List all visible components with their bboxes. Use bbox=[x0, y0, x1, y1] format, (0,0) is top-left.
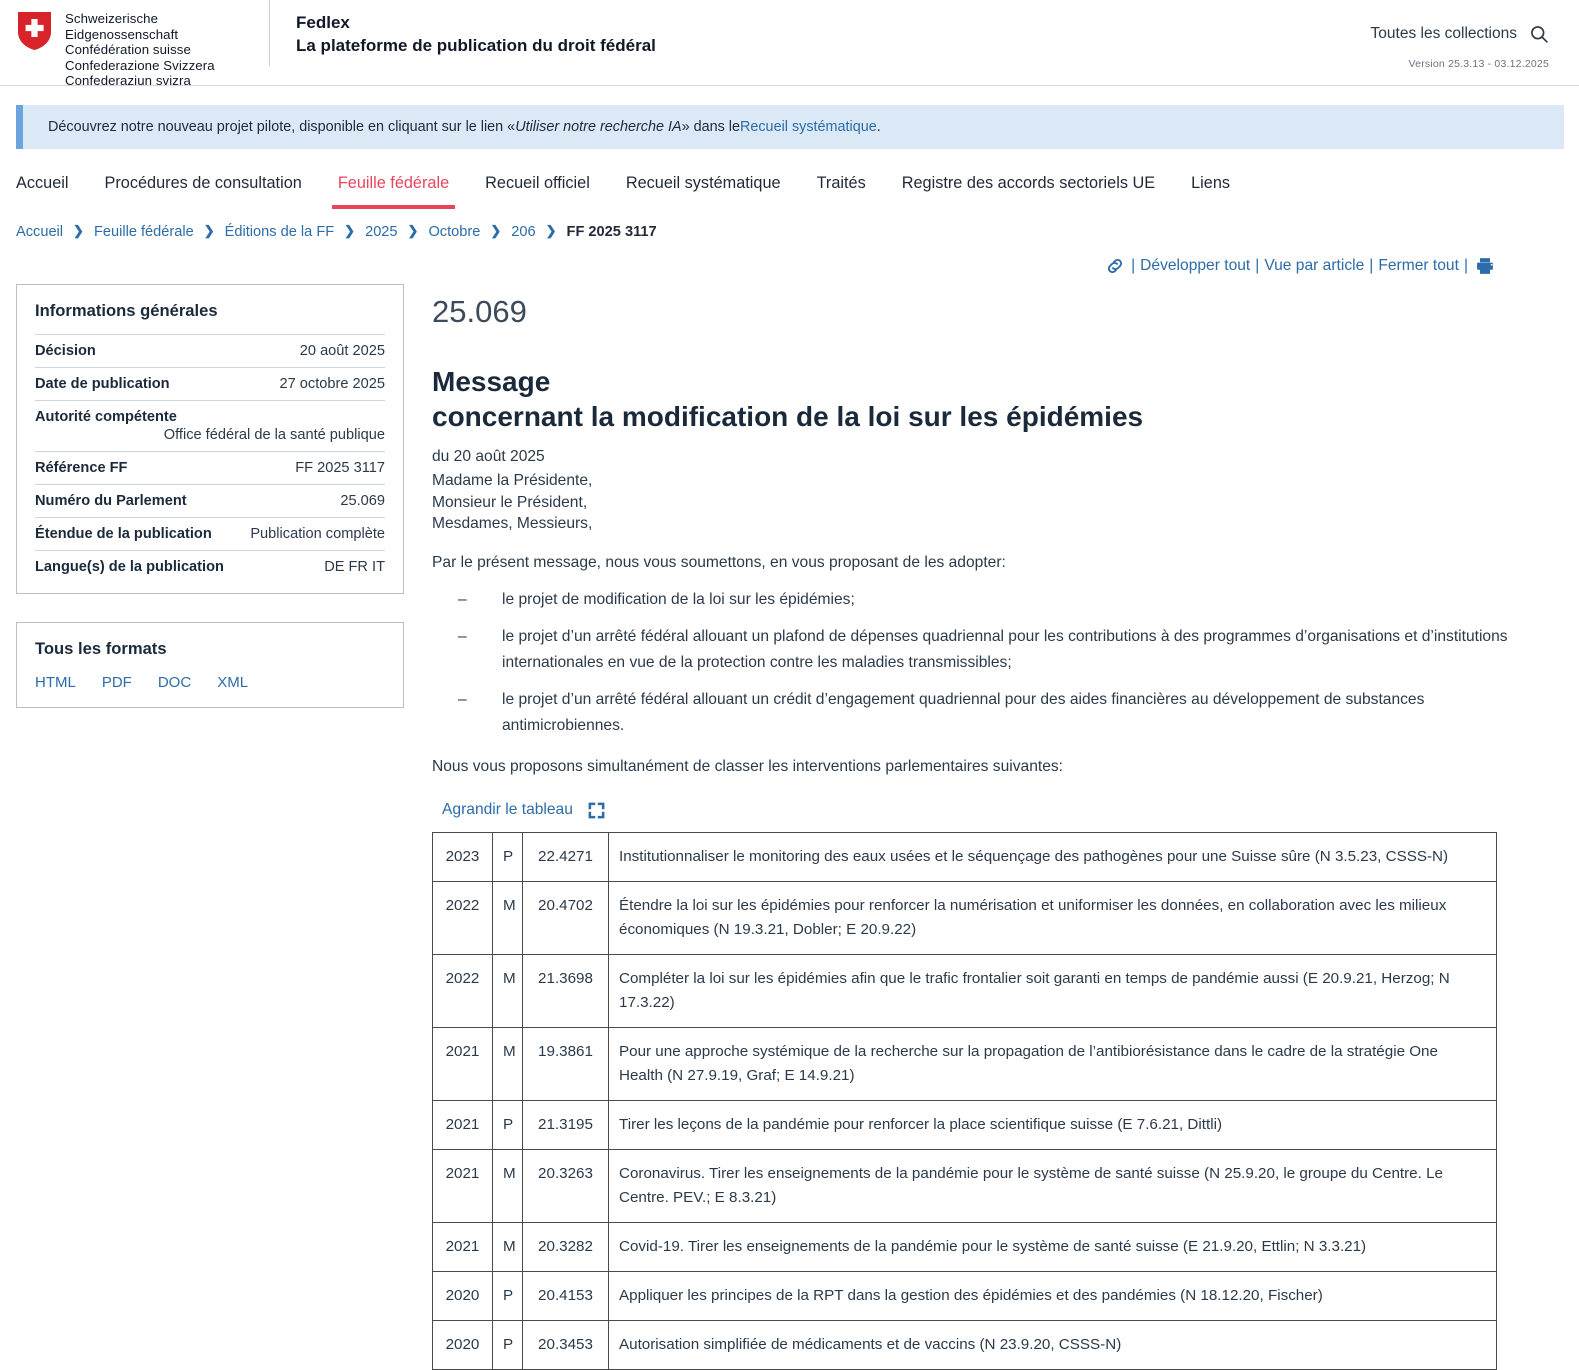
cell-type: P bbox=[493, 1320, 523, 1369]
cell-year: 2022 bbox=[433, 881, 493, 954]
info-key: Langue(s) de la publication bbox=[35, 559, 224, 575]
notice-link-recueil-systematique[interactable]: Recueil systématique bbox=[739, 119, 877, 135]
nav-item-liens[interactable] bbox=[1191, 174, 1250, 209]
intro-paragraph: Par le présent message, nous vous soumettons, en vous proposant de les adopter: bbox=[432, 553, 1006, 571]
nav-label: Recueil officiel bbox=[485, 173, 590, 192]
toolbar-separator: | bbox=[1255, 257, 1260, 274]
cell-number: 20.3453 bbox=[523, 1320, 609, 1369]
confederation-logo-block[interactable] bbox=[0, 0, 270, 89]
document-title-line2: concernant la modification de la loi sur les épidémies bbox=[432, 401, 1144, 432]
closing-paragraph: Nous vous proposons simultanément de classer les interventions parlementaires suivantes: bbox=[432, 757, 1063, 775]
info-row-reference-ff bbox=[35, 451, 385, 484]
info-row-autorite-competente bbox=[35, 400, 385, 451]
nav-item-feuille-federale[interactable] bbox=[338, 174, 469, 209]
table-row bbox=[433, 1271, 1497, 1320]
cell-number: 19.3861 bbox=[523, 1027, 609, 1100]
table-row bbox=[433, 1027, 1497, 1100]
conf-line-fr: Confédération suisse bbox=[65, 42, 191, 58]
notice-text-before: Découvrez notre nouveau projet pilote, disponible en cliquant sur le lien « bbox=[48, 119, 516, 135]
info-row-date-publication bbox=[35, 367, 385, 400]
document-date: du 20 août 2025 bbox=[432, 448, 545, 465]
search-icon[interactable] bbox=[1529, 24, 1549, 44]
info-key: Numéro du Parlement bbox=[35, 493, 187, 509]
salutation-block bbox=[432, 470, 1535, 535]
language-links[interactable]: DE FR IT bbox=[324, 559, 385, 575]
conf-line-rm: Confederaziun svizra bbox=[65, 73, 191, 89]
nav-item-recueil-systematique[interactable] bbox=[626, 174, 801, 209]
document-content bbox=[404, 284, 1579, 1370]
cell-number: 20.4153 bbox=[523, 1271, 609, 1320]
nav-label: Feuille fédérale bbox=[337, 173, 450, 192]
breadcrumb-item-current: FF 2025 3117 bbox=[566, 224, 657, 240]
format-link-xml[interactable]: XML bbox=[217, 674, 249, 691]
cell-type: P bbox=[493, 832, 523, 881]
header-right bbox=[1371, 0, 1579, 70]
nav-item-registre-accords-sectoriels-ue[interactable] bbox=[902, 174, 1175, 209]
cell-description: Tirer les leçons de la pandémie pour renforcer la place scientifique suisse (E 7.6.21, Dittli) bbox=[609, 1100, 1497, 1149]
version-label: Version 25.3.13 - 03.12.2025 bbox=[1408, 58, 1549, 70]
nav-item-accueil[interactable] bbox=[16, 174, 89, 209]
format-link-html[interactable]: HTML bbox=[35, 674, 76, 691]
panel-title-all-formats: Tous les formats bbox=[35, 639, 167, 658]
table-row bbox=[433, 1100, 1497, 1149]
info-key: Décision bbox=[35, 343, 96, 359]
cell-year: 2022 bbox=[433, 954, 493, 1027]
cell-year: 2021 bbox=[433, 1222, 493, 1271]
info-value: 27 octobre 2025 bbox=[279, 376, 385, 392]
info-row-numero-parlement bbox=[35, 484, 385, 517]
info-value: 20 août 2025 bbox=[299, 343, 385, 359]
document-toolbar bbox=[0, 240, 1579, 276]
list-item: – le projet de modification de la loi sur les épidémies; bbox=[432, 587, 1535, 613]
brand-block[interactable] bbox=[270, 0, 656, 57]
article-view-link[interactable]: Vue par article bbox=[1264, 257, 1365, 274]
breadcrumb-item-206[interactable]: 206 bbox=[511, 224, 536, 240]
table-row bbox=[433, 954, 1497, 1027]
swiss-coat-of-arms-icon bbox=[18, 12, 51, 50]
breadcrumb bbox=[0, 211, 1579, 240]
cell-number: 21.3698 bbox=[523, 954, 609, 1027]
table-row bbox=[433, 881, 1497, 954]
salutation-line-3: Mesdames, Messieurs, bbox=[432, 515, 593, 532]
cell-type: M bbox=[493, 1222, 523, 1271]
salutation-line-1: Madame la Présidente, bbox=[432, 472, 593, 489]
toolbar-separator: | bbox=[1463, 257, 1468, 274]
table-row bbox=[433, 1149, 1497, 1222]
cell-description: Institutionnaliser le monitoring des eaux usées et le séquençage des pathogènes pour une Suisse sûre (N 3.5.23, CSSS-N) bbox=[609, 832, 1497, 881]
info-key: Référence FF bbox=[35, 460, 128, 476]
nav-item-recueil-officiel[interactable] bbox=[485, 174, 610, 209]
conf-line-de: Schweizerische Eidgenossenschaft bbox=[65, 11, 179, 42]
chain-link-icon[interactable] bbox=[1100, 256, 1130, 276]
confederation-names bbox=[65, 11, 269, 89]
cell-type: P bbox=[493, 1100, 523, 1149]
cell-year: 2023 bbox=[433, 832, 493, 881]
cell-number: 20.4702 bbox=[523, 881, 609, 954]
format-links bbox=[35, 672, 385, 697]
expand-arrows-icon bbox=[587, 801, 606, 820]
cell-year: 2021 bbox=[433, 1027, 493, 1100]
cell-year: 2021 bbox=[433, 1100, 493, 1149]
breadcrumb-item-accueil[interactable]: Accueil bbox=[16, 224, 64, 240]
cell-description: Étendre la loi sur les épidémies pour renforcer la numérisation et uniformiser les données, en collaboration avec les milieux économiques (N 19.3.21, Dobler; E 20.9.22) bbox=[609, 881, 1497, 954]
nav-item-traites[interactable] bbox=[817, 174, 886, 209]
general-information-panel bbox=[16, 284, 404, 594]
all-formats-panel bbox=[16, 622, 404, 708]
cell-description: Covid-19. Tirer les enseignements de la pandémie pour le système de santé suisse (E 21.9.20, Ettlin; N 3.3.21) bbox=[609, 1222, 1497, 1271]
all-collections-button[interactable] bbox=[1371, 24, 1549, 44]
format-link-doc[interactable]: DOC bbox=[157, 674, 192, 691]
cell-year: 2020 bbox=[433, 1271, 493, 1320]
notice-text-after: . bbox=[876, 119, 881, 135]
nav-label: Recueil systématique bbox=[625, 173, 781, 192]
cell-year: 2020 bbox=[433, 1320, 493, 1369]
list-item: – le projet d’un arrêté fédéral allouant un crédit d’engagement quadriennal pour des aides financières au développement de substances antimicrobiennes. bbox=[432, 687, 1535, 739]
format-link-pdf[interactable]: PDF bbox=[101, 674, 132, 691]
cell-description: Autorisation simplifiée de médicaments et de vaccins (N 23.9.20, CSSS-N) bbox=[609, 1320, 1497, 1369]
nav-label: Registre des accords sectoriels UE bbox=[901, 173, 1156, 192]
table-row bbox=[433, 1320, 1497, 1369]
cell-number: 21.3195 bbox=[523, 1100, 609, 1149]
cell-number: 20.3263 bbox=[523, 1149, 609, 1222]
expand-table-button[interactable] bbox=[442, 801, 606, 820]
nav-label: Liens bbox=[1191, 173, 1231, 192]
salutation-line-2: Monsieur le Président, bbox=[432, 493, 588, 511]
conf-line-it: Confederazione Svizzera bbox=[65, 57, 215, 73]
cell-description: Compléter la loi sur les épidémies afin que le trafic frontalier soit garanti en temps de pandémie aussi (E 20.9.21, Herzog; N 17.3.22) bbox=[609, 954, 1497, 1027]
page-layout bbox=[0, 276, 1579, 1370]
all-collections-label: Toutes les collections bbox=[1370, 25, 1517, 42]
cell-description: Appliquer les principes de la RPT dans la gestion des épidémies et des pandémies (N 18.12.20, Fischer) bbox=[609, 1271, 1497, 1320]
breadcrumb-item-feuille-federale[interactable]: Feuille fédérale bbox=[93, 224, 194, 240]
breadcrumb-separator: ❯ bbox=[490, 223, 502, 238]
cell-type: M bbox=[493, 1149, 523, 1222]
breadcrumb-separator: ❯ bbox=[203, 223, 215, 238]
info-value: Office fédéral de la santé publique bbox=[163, 427, 385, 443]
table-row bbox=[433, 1222, 1497, 1271]
nav-item-procedures-consultation[interactable] bbox=[105, 174, 322, 209]
nav-label: Procédures de consultation bbox=[104, 173, 302, 192]
brand-name: Fedlex bbox=[296, 13, 350, 32]
cell-type: M bbox=[493, 954, 523, 1027]
info-row-decision bbox=[35, 334, 385, 367]
toolbar-separator: | bbox=[1369, 257, 1374, 274]
nav-label: Traités bbox=[816, 173, 866, 192]
info-key: Étendue de la publication bbox=[35, 526, 212, 542]
breadcrumb-separator: ❯ bbox=[545, 223, 557, 238]
table-row bbox=[433, 832, 1497, 881]
info-key: Date de publication bbox=[35, 376, 170, 392]
cell-description: Pour une approche systémique de la recherche sur la propagation de l’antibiorésistance dans le cadre de la stratégie One Health (N 27.9.19, Graf; E 14.9.21) bbox=[609, 1027, 1497, 1100]
toolbar-separator: | bbox=[1131, 257, 1136, 274]
proposals-list bbox=[432, 587, 1535, 739]
document-number: 25.069 bbox=[432, 294, 527, 329]
site-header bbox=[0, 0, 1579, 89]
panel-title-general-information: Informations générales bbox=[35, 301, 218, 320]
pilot-project-notice bbox=[16, 105, 1564, 149]
cell-type: P bbox=[493, 1271, 523, 1320]
expand-table-label: Agrandir le tableau bbox=[442, 801, 573, 818]
sidebar bbox=[16, 284, 404, 708]
close-all-link[interactable]: Fermer tout bbox=[1378, 257, 1459, 274]
info-value: 25.069 bbox=[340, 493, 385, 509]
breadcrumb-item-editions-ff[interactable]: Éditions de la FF bbox=[224, 224, 335, 240]
info-value: Publication complète bbox=[250, 526, 385, 542]
cell-description: Coronavirus. Tirer les enseignements de la pandémie pour le système de santé suisse (N 25.9.20, le groupe du Centre. Le Centre. PEV.; E 8.3.21) bbox=[609, 1149, 1497, 1222]
cell-type: M bbox=[493, 1027, 523, 1100]
notice-italic-phrase: Utiliser notre recherche IA bbox=[515, 119, 682, 135]
document-title bbox=[432, 364, 1535, 434]
breadcrumb-separator: ❯ bbox=[344, 223, 356, 238]
main-navigation bbox=[0, 149, 1579, 211]
printer-icon[interactable] bbox=[1469, 256, 1501, 276]
notice-text-middle: » dans le bbox=[681, 119, 740, 135]
breadcrumb-separator: ❯ bbox=[407, 223, 419, 238]
info-key: Autorité compétente bbox=[35, 409, 177, 425]
breadcrumb-item-2025[interactable]: 2025 bbox=[365, 224, 398, 240]
list-item: – le projet d’un arrêté fédéral allouant un plafond de dépenses quadriennal pour les contributions à des programmes d’organisations et d’institutions internationales en vue de la protection contre les maladies transmissibles; bbox=[432, 624, 1535, 676]
document-title-line1: Message bbox=[432, 366, 551, 397]
nav-label: Accueil bbox=[16, 173, 69, 192]
info-row-etendue-publication bbox=[35, 517, 385, 550]
info-value: FF 2025 3117 bbox=[295, 460, 385, 476]
expand-all-link[interactable]: Développer tout bbox=[1140, 257, 1251, 274]
interventions-table-body bbox=[433, 832, 1497, 1369]
info-row-langues-publication bbox=[35, 550, 385, 583]
cell-type: M bbox=[493, 881, 523, 954]
breadcrumb-separator: ❯ bbox=[73, 223, 84, 238]
notice-wrapper bbox=[0, 86, 1579, 149]
interventions-table bbox=[432, 832, 1497, 1370]
cell-number: 20.3282 bbox=[523, 1222, 609, 1271]
cell-year: 2021 bbox=[433, 1149, 493, 1222]
breadcrumb-item-octobre[interactable]: Octobre bbox=[428, 224, 481, 240]
brand-subtitle: La plateforme de publication du droit fédéral bbox=[296, 36, 656, 55]
cell-number: 22.4271 bbox=[523, 832, 609, 881]
